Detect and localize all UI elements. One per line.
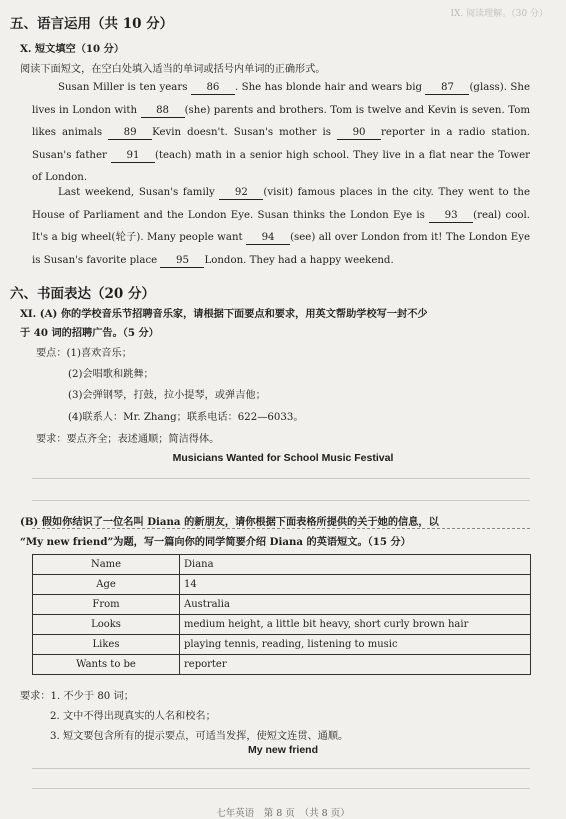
- table-key: Looks: [33, 615, 180, 635]
- task-a-line-1: XI. (A) 你的学校音乐节招聘音乐家，请根据下面要点和要求，用英文帮助学校写一封不少: [20, 308, 428, 320]
- table-key: Age: [33, 575, 180, 595]
- blank-91[interactable]: 91: [111, 150, 155, 163]
- point-1: 要点：(1)喜欢音乐；: [36, 348, 132, 359]
- table-key: Name: [33, 555, 180, 575]
- table-value: 14: [180, 575, 531, 595]
- blank-93[interactable]: 93: [429, 210, 473, 223]
- table-value: Australia: [180, 595, 531, 615]
- blank-87[interactable]: 87: [425, 82, 469, 95]
- faded-header: IX. 阅读理解。（30 分）: [450, 9, 548, 19]
- passage-paragraph-1: Susan Miller is ten years 86 . She has blonde hair and wears big 87 (glass). She lives in London with 88 (she) parents and brothers. Tom is twelve and Kevin is seven. Tom likes animals 89 Kevin doesn't. Susan's mother is 90 reporter in a radio station. Susan's father 91 (teach) math in a senior high school. They live in a flat near the Tower of London.: [32, 82, 530, 184]
- blank-90[interactable]: 90: [337, 127, 381, 140]
- table-row: [33, 655, 531, 675]
- writing-line[interactable]: [32, 768, 530, 769]
- section5-subtitle: X. 短文填空（10 分）: [20, 43, 125, 55]
- blank-94[interactable]: 94: [246, 232, 290, 245]
- task-b-essay-title: My new friend: [247, 744, 318, 756]
- table-key: Likes: [33, 635, 180, 655]
- table-value: medium height, a little bit heavy, short curly brown hair: [180, 615, 531, 635]
- task-b-requirement-3: 3. 短文要包含所有的提示要点，可适当发挥，使短文连贯、通顺。: [50, 731, 349, 742]
- task-a-requirement: 要求：要点齐全；表述通顺；简洁得体。: [36, 434, 220, 445]
- blank-88[interactable]: 88: [141, 105, 185, 118]
- passage-paragraph-2: Last weekend, Susan's family 92 (visit) famous places in the city. They went to the House of Parliament and the London Eye. Susan thinks the London Eye is 93 (real) cool. It's a big wheel(轮子). Many people want 94 (see) all over London from it! The London Eye is Susan's favorite place 95 London. They had a happy weekend.: [32, 187, 530, 266]
- info-table: [32, 554, 531, 675]
- writing-line[interactable]: [32, 500, 530, 501]
- writing-line[interactable]: [32, 788, 530, 789]
- task-b-line-1: (B) 假如你结识了一位名叫 Diana 的新朋友，请你根据下面表格所提供的关于她的信息，以: [20, 516, 439, 528]
- divider: [32, 528, 530, 529]
- point-2: (2)会唱歌和跳舞；: [68, 369, 154, 380]
- table-row: [33, 555, 531, 575]
- page-footer: 七年英语 第 8 页 （共 8 页）: [216, 808, 350, 819]
- blank-95[interactable]: 95: [160, 255, 204, 268]
- table-value: Diana: [180, 555, 531, 575]
- table-key: Wants to be: [33, 655, 180, 675]
- table-key: From: [33, 595, 180, 615]
- table-value: playing tennis, reading, listening to music: [180, 635, 531, 655]
- table-value: reporter: [180, 655, 531, 675]
- point-4: (4)联系人：Mr. Zhang；联系电话：622—6033。: [68, 412, 304, 423]
- table-row: [33, 635, 531, 655]
- blank-89[interactable]: 89: [108, 127, 152, 140]
- section5-instruction: 阅读下面短文，在空白处填入适当的单词或括号内单词的正确形式。: [20, 64, 326, 75]
- section6-title: 六、书面表达（20 分）: [10, 286, 155, 302]
- table-row: [33, 595, 531, 615]
- blank-92[interactable]: 92: [219, 187, 263, 200]
- task-a-line-2: 于 40 词的招聘广告。（5 分）: [20, 327, 159, 339]
- task-a-essay-title: Musicians Wanted for School Music Festival: [172, 452, 394, 464]
- point-3: (3)会弹钢琴，打鼓，拉小提琴，或弹吉他；: [68, 390, 266, 401]
- task-b-requirement-1: 要求：1. 不少于 80 词；: [20, 691, 134, 702]
- task-b-requirement-2: 2. 文中不得出现真实的人名和校名；: [50, 711, 216, 722]
- blank-86[interactable]: 86: [191, 82, 235, 95]
- section5-title: 五、语言运用（共 10 分）: [10, 16, 174, 32]
- table-row: [33, 615, 531, 635]
- task-b-line-2: “My new friend”为题，写一篇向你的同学简要介绍 Diana 的英语短文。（15 分）: [20, 536, 411, 548]
- table-row: [33, 575, 531, 595]
- writing-line[interactable]: [32, 478, 530, 479]
